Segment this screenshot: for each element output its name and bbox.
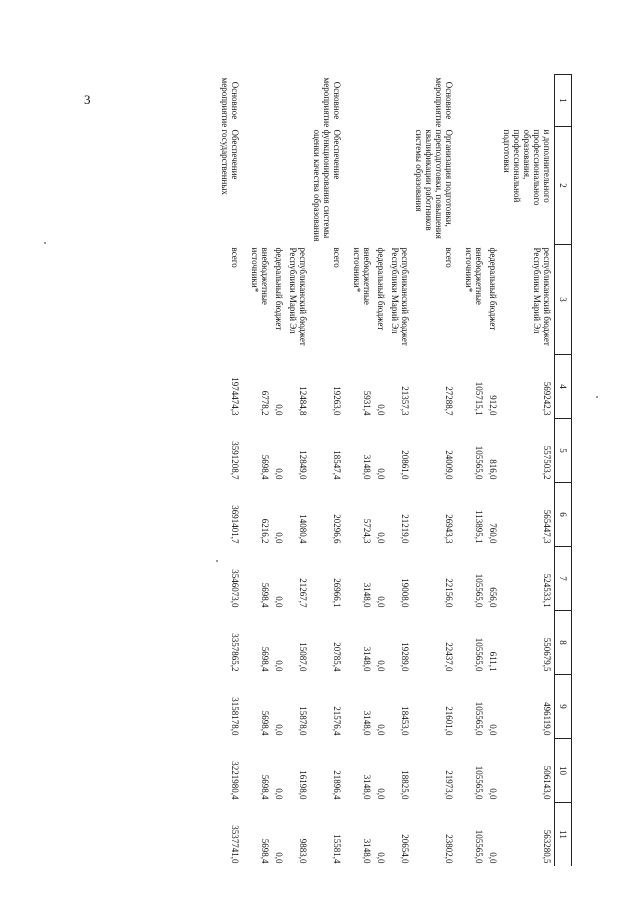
measure-name-cell [462, 127, 486, 245]
value-cell: 20861,0 [400, 450, 410, 480]
value-cell: 550679,5 [542, 637, 552, 672]
table-row [486, 75, 500, 867]
value-cell: 3148,0 [362, 582, 372, 608]
value-cell: 0,0 [376, 468, 386, 480]
column-header-9: 9 [555, 675, 572, 739]
value-cell: 0,0 [488, 788, 498, 800]
measure-type-cell [272, 75, 286, 127]
table-body [218, 75, 555, 867]
table-row [374, 75, 388, 867]
budget-table [218, 74, 572, 866]
rotated-table-area [102, 74, 572, 866]
funding-source-cell: республиканский бюджет Республики Марий Эл [288, 247, 308, 346]
table-row [218, 75, 248, 867]
value-cell: 21357,3 [400, 386, 410, 416]
value-cell: 9883,0 [298, 838, 308, 864]
value-cell: 496119,0 [542, 702, 552, 736]
measure-name-cell [374, 127, 388, 245]
measure-type-cell: Основное мероприятие [322, 77, 342, 128]
value-cell: 3546073,0 [230, 569, 240, 608]
value-cell: 105565,0 [474, 445, 484, 480]
value-cell: 1974474,3 [230, 377, 240, 416]
value-cell: 5698,4 [260, 838, 270, 864]
measure-name-cell [248, 127, 272, 245]
value-cell: 3148,0 [362, 838, 372, 864]
value-cell: 0,0 [274, 532, 284, 544]
value-cell: 15878,0 [298, 706, 308, 736]
table-row [412, 75, 462, 867]
value-cell: 21219,0 [400, 514, 410, 544]
value-cell: 6778,2 [260, 390, 270, 416]
funding-source-cell: внебюджетные источники* [352, 247, 372, 305]
value-cell: 524533,1 [542, 573, 552, 608]
funding-source-cell: внебюджетные источники* [250, 247, 270, 305]
value-cell: 760,0 [488, 523, 498, 544]
value-cell: 20296,6 [332, 514, 342, 544]
value-cell: 20785,4 [332, 642, 342, 672]
page-number: 3 [84, 92, 91, 107]
value-cell: 12849,0 [298, 450, 308, 480]
table-header [555, 75, 572, 867]
value-cell: 6216,2 [260, 518, 270, 544]
value-cell: 3691401,7 [230, 505, 240, 544]
measure-type-cell [500, 75, 555, 127]
funding-source-cell: внебюджетные источники* [464, 247, 484, 305]
value-cell: 0,0 [274, 788, 284, 800]
value-cell: 0,0 [488, 724, 498, 736]
value-cell: 18453,0 [400, 706, 410, 736]
value-cell: 0,0 [376, 852, 386, 864]
value-cell: 3221980,4 [230, 761, 240, 800]
value-cell: 0,0 [376, 404, 386, 416]
value-cell: 5698,4 [260, 710, 270, 736]
value-cell: 18547,4 [332, 450, 342, 480]
value-cell: 816,0 [488, 459, 498, 480]
measure-type-cell [388, 75, 412, 127]
value-cell: 565447,3 [542, 509, 552, 544]
measure-name-cell: Организация подготовки, переподготовки, повышения квалификации работников системы образования [414, 129, 454, 239]
value-cell: 656,0 [488, 587, 498, 608]
column-header-5: 5 [555, 419, 572, 483]
value-cell: 0,0 [274, 404, 284, 416]
measure-name-cell [286, 127, 310, 245]
value-cell: 27288,7 [444, 386, 454, 416]
table-row [350, 75, 374, 867]
column-header-2: 2 [555, 127, 572, 245]
value-cell: 26966,1 [332, 578, 342, 608]
value-cell: 5724,3 [362, 518, 372, 544]
value-cell: 0,0 [274, 724, 284, 736]
funding-source-cell: всего [444, 247, 454, 268]
value-cell: 19008,0 [400, 578, 410, 608]
value-cell: 611,1 [488, 651, 498, 672]
column-header-7: 7 [555, 547, 572, 611]
value-cell: 5698,4 [260, 774, 270, 800]
value-cell: 19263,0 [332, 386, 342, 416]
measure-name-cell [350, 127, 374, 245]
scan-speck [216, 560, 218, 562]
measure-name-cell [272, 127, 286, 245]
value-cell: 24009,0 [444, 450, 454, 480]
value-cell: 0,0 [274, 468, 284, 480]
value-cell: 21896,4 [332, 770, 342, 800]
measure-name-cell [486, 127, 500, 245]
measure-name-cell: Обеспечение государственных [220, 129, 240, 195]
value-cell: 3158178,0 [230, 697, 240, 736]
value-cell: 16198,0 [298, 770, 308, 800]
value-cell: 0,0 [376, 788, 386, 800]
value-cell: 0,0 [376, 660, 386, 672]
value-cell: 15581,4 [332, 834, 342, 864]
column-header-4: 4 [555, 355, 572, 419]
value-cell: 105565,0 [474, 637, 484, 672]
value-cell: 15087,0 [298, 642, 308, 672]
table-row [248, 75, 272, 867]
column-header-1: 1 [555, 75, 572, 127]
value-cell: 5931,4 [362, 390, 372, 416]
measure-name-cell: Обеспечение функционирования системы оценки качества образования [312, 129, 342, 242]
funding-source-cell: всего [230, 247, 240, 268]
value-cell: 105565,0 [474, 829, 484, 864]
funding-source-cell: федеральный бюджет [274, 247, 284, 331]
value-cell: 5698,4 [260, 454, 270, 480]
measure-name-cell: и дополнительного профессионального образования, профессиональной подготовки [502, 129, 552, 206]
value-cell: 3537741,0 [230, 825, 240, 864]
value-cell: 0,0 [376, 596, 386, 608]
table-row [388, 75, 412, 867]
value-cell: 0,0 [376, 724, 386, 736]
value-cell: 0,0 [274, 660, 284, 672]
column-header-10: 10 [555, 739, 572, 803]
scan-speck [44, 242, 46, 244]
value-cell: 21576,4 [332, 706, 342, 736]
value-cell: 3591208,7 [230, 441, 240, 480]
column-header-8: 8 [555, 611, 572, 675]
measure-type-cell [462, 75, 486, 127]
column-header-11: 11 [555, 803, 572, 867]
value-cell: 18825,0 [400, 770, 410, 800]
value-cell: 19289,0 [400, 642, 410, 672]
funding-source-cell: всего [332, 247, 342, 268]
value-cell: 14080,4 [298, 514, 308, 544]
table-row [310, 75, 350, 867]
table-row [462, 75, 486, 867]
measure-type-cell: Основное мероприятие [434, 77, 454, 128]
value-cell: 3148,0 [362, 710, 372, 736]
value-cell: 21973,0 [444, 770, 454, 800]
column-header-6: 6 [555, 483, 572, 547]
measure-type-cell [286, 75, 310, 127]
value-cell: 3148,0 [362, 454, 372, 480]
value-cell: 3148,0 [362, 646, 372, 672]
funding-source-cell: федеральный бюджет [488, 247, 498, 331]
value-cell: 22156,0 [444, 578, 454, 608]
value-cell: 557503,2 [542, 445, 552, 480]
value-cell: 569242,3 [542, 381, 552, 416]
value-cell: 21601,0 [444, 706, 454, 736]
column-header-3: 3 [555, 245, 572, 355]
value-cell: 113895,1 [474, 510, 484, 544]
value-cell: 22437,0 [444, 642, 454, 672]
funding-source-cell: республиканский бюджет Республики Марий Эл [390, 247, 410, 346]
value-cell: 0,0 [488, 852, 498, 864]
value-cell: 3357865,2 [230, 633, 240, 672]
value-cell: 0,0 [274, 596, 284, 608]
value-cell: 563280,5 [542, 829, 552, 864]
rotated-page [102, 74, 572, 866]
table-row [500, 75, 555, 867]
measure-type-cell [248, 75, 272, 127]
measure-type-cell [350, 75, 374, 127]
funding-source-cell: республиканский бюджет Республики Марий Эл [532, 247, 552, 346]
measure-type-cell: Основное мероприятие [220, 77, 240, 128]
value-cell: 912,0 [488, 395, 498, 416]
value-cell: 5698,4 [260, 646, 270, 672]
value-cell: 20654,0 [400, 834, 410, 864]
value-cell: 26943,3 [444, 514, 454, 544]
value-cell: 0,0 [376, 532, 386, 544]
value-cell: 5698,4 [260, 582, 270, 608]
value-cell: 105565,0 [474, 701, 484, 736]
measure-type-cell [374, 75, 388, 127]
table-row [272, 75, 286, 867]
measure-type-cell [486, 75, 500, 127]
table-row [286, 75, 310, 867]
value-cell: 105715,1 [474, 381, 484, 416]
value-cell: 506143,0 [542, 765, 552, 800]
value-cell: 12484,8 [298, 386, 308, 416]
value-cell: 23802,0 [444, 834, 454, 864]
value-cell: 0,0 [274, 852, 284, 864]
funding-source-cell: федеральный бюджет [376, 247, 386, 331]
value-cell: 105565,0 [474, 765, 484, 800]
scan-speck [596, 396, 598, 398]
value-cell: 3148,0 [362, 774, 372, 800]
measure-name-cell [388, 127, 412, 245]
value-cell: 105565,0 [474, 573, 484, 608]
value-cell: 21267,7 [298, 578, 308, 608]
